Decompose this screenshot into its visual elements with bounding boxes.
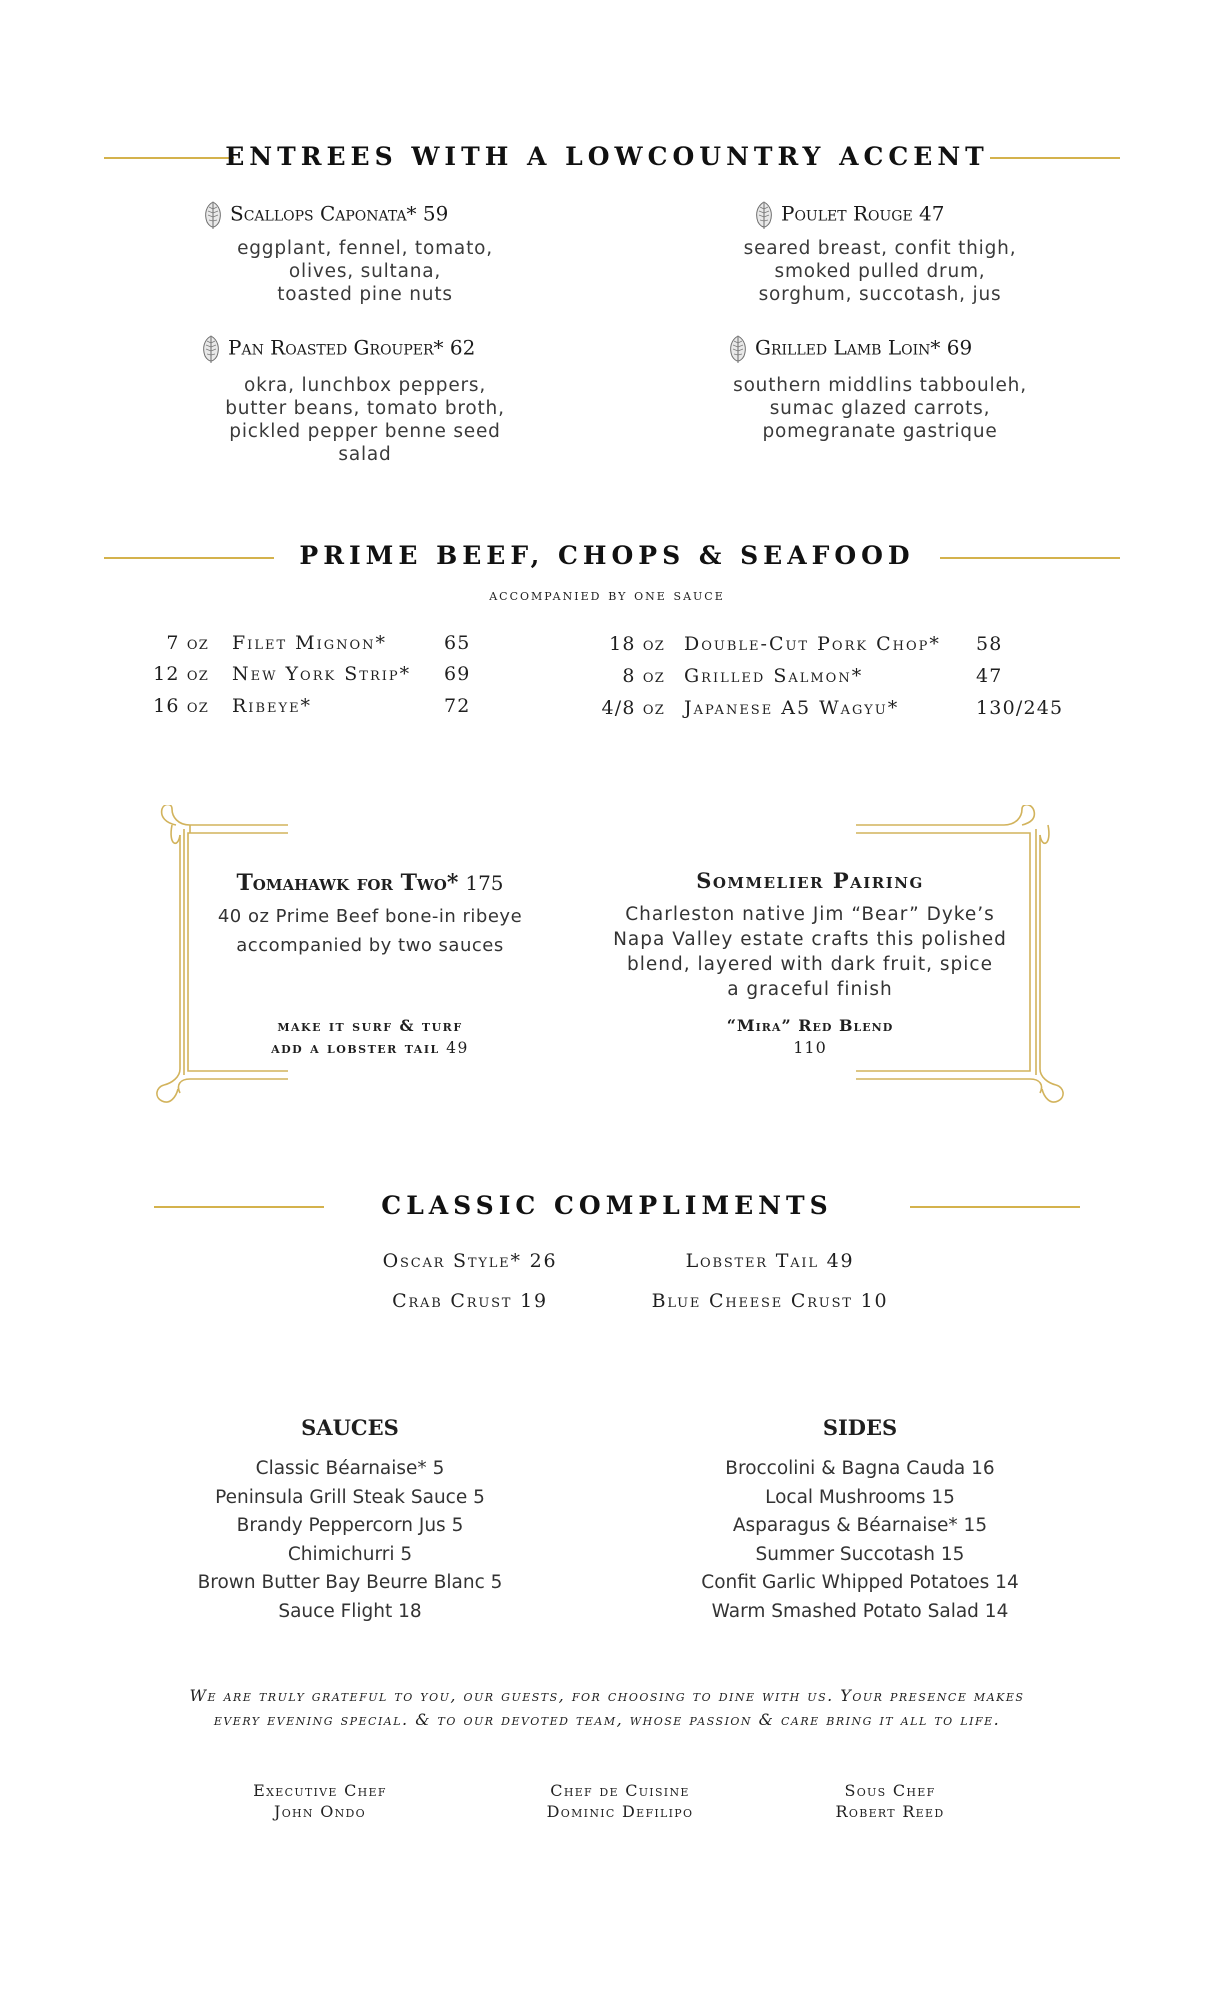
beef-row: 7 oz Filet Mignon* 65 bbox=[166, 632, 471, 654]
section-title-beef: PRIME BEEF, CHOPS & SEAFOOD bbox=[299, 541, 915, 570]
list-item: Chimichurri 5 bbox=[287, 1543, 413, 1565]
beef-row: 12 oz New York Strip* 69 bbox=[153, 663, 471, 685]
compliment-item: Lobster Tail 49 bbox=[685, 1250, 855, 1272]
list-item: Warm Smashed Potato Salad 14 bbox=[711, 1600, 1009, 1622]
beef-row: 4/8 oz Japanese A5 Wagyu* 130/245 bbox=[601, 697, 1064, 719]
tomahawk-desc: 40 oz Prime Beef bone-in ribeye accompanied by two sauces bbox=[217, 906, 523, 956]
list-item: Brandy Peppercorn Jus 5 bbox=[236, 1515, 464, 1536]
sides-list bbox=[660, 1455, 1060, 1626]
list-item: Classic Béarnaise* 5 bbox=[255, 1458, 445, 1479]
list-item: Broccolini & Bagna Cauda 16 bbox=[725, 1458, 995, 1479]
pairing-wine: “Mira” Red Blend 110 bbox=[726, 1016, 894, 1057]
tomahawk-addon: make it surf & turf add a lobster tail 49 bbox=[271, 1016, 469, 1057]
entree-item-title: Grilled Lamb Loin* 69 bbox=[727, 334, 972, 364]
entree-item-title: Poulet Rouge 47 bbox=[753, 200, 945, 230]
sauces-title: SAUCES bbox=[301, 1415, 399, 1440]
list-item: Summer Succotash 15 bbox=[755, 1543, 965, 1565]
beef-row: 18 oz Double-Cut Pork Chop* 58 bbox=[609, 633, 1003, 655]
tomahawk-title: Tomahawk for Two* 175 bbox=[236, 870, 504, 896]
list-item: Brown Butter Bay Beurre Blanc 5 bbox=[197, 1572, 503, 1593]
leaf-icon bbox=[753, 200, 775, 230]
leaf-icon bbox=[202, 200, 224, 230]
beef-row: 16 oz Ribeye* 72 bbox=[153, 695, 471, 717]
entree-item-desc: okra, lunchbox peppers, butter beans, tomato broth, pickled pepper benne seed salad bbox=[225, 375, 505, 465]
section-subtitle: accompanied by one sauce bbox=[489, 586, 725, 604]
section-title-entrees: ENTREES WITH A LOWCOUNTRY ACCENT bbox=[225, 142, 989, 171]
pairing-desc: Charleston native Jim “Bear” Dyke’s Napa Valley estate crafts this polished blend, layered with dark fruit, spice a graceful finish bbox=[613, 904, 1007, 1000]
staff-credit: Chef de Cuisine Dominic Defilipo bbox=[546, 1781, 694, 1821]
staff-credit: Sous Chef Robert Reed bbox=[835, 1781, 945, 1821]
section-title-compliments: CLASSIC COMPLIMENTS bbox=[381, 1191, 833, 1220]
beef-row: 8 oz Grilled Salmon* 47 bbox=[622, 665, 1003, 687]
pairing-title: Sommelier Pairing bbox=[696, 868, 924, 893]
staff-credit: Executive Chef John Ondo bbox=[253, 1781, 387, 1821]
gratitude-note: We are truly grateful to you, our guests, for choosing to dine with us. Your presence makes every evening special. & to our devoted team, whose passion & care bring it all to life. bbox=[189, 1686, 1025, 1729]
entree-item-desc: southern middlins tabbouleh, sumac glazed carrots, pomegranate gastrique bbox=[733, 375, 1027, 442]
sides-title: SIDES bbox=[822, 1415, 898, 1440]
list-item: Confit Garlic Whipped Potatoes 14 bbox=[701, 1572, 1019, 1593]
leaf-icon bbox=[200, 334, 222, 364]
entree-item-desc: eggplant, fennel, tomato, olives, sultana, toasted pine nuts bbox=[237, 238, 493, 305]
list-item: Asparagus & Béarnaise* 15 bbox=[732, 1515, 988, 1536]
list-item: Sauce Flight 18 bbox=[278, 1600, 422, 1622]
sauces-list bbox=[170, 1455, 530, 1626]
list-item: Local Mushrooms 15 bbox=[765, 1486, 955, 1508]
compliment-item: Blue Cheese Crust 10 bbox=[651, 1290, 889, 1312]
entree-item-title: Pan Roasted Grouper* 62 bbox=[200, 334, 475, 364]
entree-item-desc: seared breast, confit thigh, smoked pulled drum, sorghum, succotash, jus bbox=[743, 238, 1017, 305]
compliment-item: Crab Crust 19 bbox=[392, 1290, 548, 1312]
leaf-icon bbox=[727, 334, 749, 364]
entree-item-title: Scallops Caponata* 59 bbox=[202, 200, 448, 230]
compliment-item: Oscar Style* 26 bbox=[382, 1250, 558, 1272]
list-item: Peninsula Grill Steak Sauce 5 bbox=[215, 1486, 485, 1508]
